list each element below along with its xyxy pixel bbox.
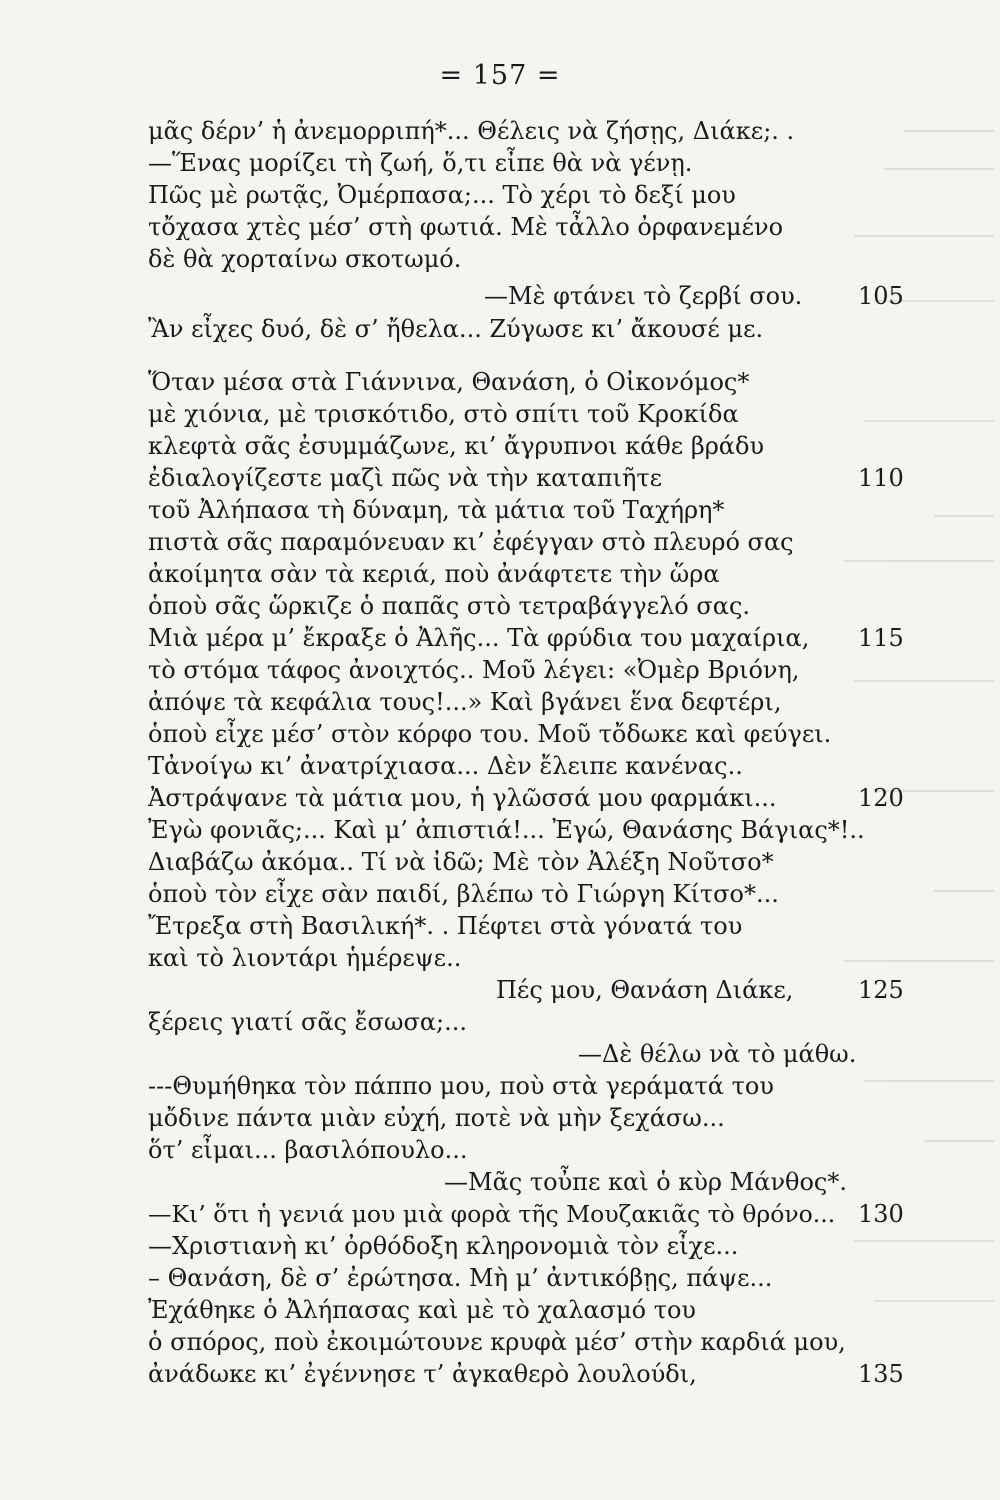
verse-line xyxy=(148,974,908,1006)
verse-line xyxy=(148,115,908,147)
verse-line xyxy=(148,280,908,312)
verse-text: Ἐχάθηκε ὁ Ἀλήπασας καὶ μὲ τὸ χαλασμό του xyxy=(148,1296,697,1324)
verse-line xyxy=(148,1230,908,1262)
verse-line xyxy=(148,1262,908,1294)
verse-text: ἐδιαλογίζεστε μαζὶ πῶς νὰ τὴν καταπιῆτε xyxy=(148,464,663,492)
verse-line xyxy=(148,526,908,558)
verse-line xyxy=(148,590,908,622)
verse-text: —Μᾶς τοὖπε καὶ ὁ κὺρ Μάνθος*. xyxy=(444,1168,847,1196)
verse-text: Πές μου, Θανάση Διάκε, xyxy=(496,976,794,1004)
verse-text: μὄδινε πάντα μιὰν εὐχή, ποτὲ νὰ μὴν ξεχάσω... xyxy=(148,1104,725,1132)
verse-text: ὁποὺ τὸν εἶχε σὰν παιδί, βλέπω τὸ Γιώργη Κίτσο*... xyxy=(148,880,779,908)
verse-text: τοῦ Ἀλήπασα τὴ δύναμη, τὰ μάτια τοῦ Ταχήρη* xyxy=(148,496,725,524)
verse-text: Διαβάζω ἀκόμα.. Τί νὰ ἰδῶ; Μὲ τὸν Ἀλέξη Νοῦτσο* xyxy=(148,848,774,876)
line-number: 135 xyxy=(858,1360,904,1388)
verse-line xyxy=(148,750,908,782)
verse-text: – Θανάση, δὲ σ’ ἐρώτησα. Μὴ μ’ ἀντικόβῃς, πάψε... xyxy=(148,1264,773,1292)
verse-line xyxy=(148,814,908,846)
verse-line xyxy=(148,1134,908,1166)
verse-text: κλεφτὰ σᾶς ἐσυμμάζωνε, κι’ ἄγρυπνοι κάθε βράδυ xyxy=(148,432,765,460)
verse-text: ξέρεις γιατί σᾶς ἔσωσα;... xyxy=(148,1008,468,1036)
verse-text: πιστὰ σᾶς παραμόνευαν κι’ ἐφέγγαν στὸ πλευρό σας xyxy=(148,528,794,556)
line-number: 115 xyxy=(858,624,904,652)
verse-text: Ἔτρεξα στὴ Βασιλική*. . Πέφτει στὰ γόνατά του xyxy=(148,912,743,940)
verse-line xyxy=(148,211,908,243)
verse-line xyxy=(148,654,908,686)
verse-text: —Μὲ φτάνει τὸ ζερβί σου. xyxy=(484,282,803,310)
verse-text: δὲ θὰ χορταίνω σκοτωμό. xyxy=(148,245,462,273)
verse-text: καὶ τὸ λιοντάρι ἡμέρεψε.. xyxy=(148,944,462,972)
verse-line xyxy=(148,622,908,654)
verse-line xyxy=(148,398,908,430)
verse-text: τὄχασα χτὲς μέσ’ στὴ φωτιά. Μὲ τἆλλο ὀρφανεμένο xyxy=(148,213,784,241)
verse-line xyxy=(148,1326,908,1358)
verse-text: —Κι’ ὅτι ἡ γενιά μου μιὰ φορὰ τῆς Μουζακιᾶς τὸ θρόνο... xyxy=(148,1200,836,1228)
verse-text: Ἀστράψανε τὰ μάτια μου, ἡ γλῶσσά μου φαρμάκι... xyxy=(148,784,777,812)
verse-line xyxy=(148,1358,908,1390)
verse-text: ---Θυμήθηκα τὸν πάππο μου, ποὺ στὰ γεράματά του xyxy=(148,1072,774,1100)
verse-text: —Ἕνας μορίζει τὴ ζωή, ὅ,τι εἶπε θὰ νὰ γένῃ. xyxy=(148,149,693,177)
verse-text: ὅτ’ εἶμαι... βασιλόπουλο... xyxy=(148,1136,468,1164)
verse-line xyxy=(148,179,908,211)
verse-text: —Χριστιανὴ κι’ ὀρθόδοξη κληρονομιὰ τὸν εἶχε... xyxy=(148,1232,739,1260)
verse-line xyxy=(148,243,908,275)
verse-line xyxy=(148,718,908,750)
verse-text: ἀνάδωκε κι’ ἐγέννησε τ’ ἀγκαθερὸ λουλούδι, xyxy=(148,1360,697,1388)
verse-line xyxy=(148,558,908,590)
verse-text: Ἂν εἶχες δυό, δὲ σ’ ἤθελα... Ζύγωσε κι’ ἄκουσέ με. xyxy=(148,315,764,343)
verse-text: Ὅταν μέσα στὰ Γιάννινα, Θανάση, ὁ Οἰκονόμος* xyxy=(148,368,750,396)
verse-text: ὁποὺ σᾶς ὥρκιζε ὁ παπᾶς στὸ τετραβάγγελό σας. xyxy=(148,592,751,620)
verse-text: —Δὲ θέλω νὰ τὸ μάθω. xyxy=(578,1040,857,1068)
page-number: = 157 = xyxy=(439,60,561,91)
verse-line xyxy=(148,1294,908,1326)
verse-line xyxy=(148,878,908,910)
verse-text: Τἀνοίγω κι’ ἀνατρίχιασα... Δὲν ἔλειπε κανένας.. xyxy=(148,752,743,780)
line-number: 130 xyxy=(858,1200,904,1228)
verse-line xyxy=(148,1038,908,1070)
verse-line xyxy=(148,147,908,179)
verse-line xyxy=(148,366,908,398)
verse-line xyxy=(148,462,908,494)
line-number: 110 xyxy=(858,464,904,492)
verse-text: μὲ χιόνια, μὲ τρισκότιδο, στὸ σπίτι τοῦ Κροκίδα xyxy=(148,400,739,428)
verse-line xyxy=(148,313,908,345)
verse-line xyxy=(148,1198,908,1230)
line-number: 105 xyxy=(858,282,904,310)
verse-text: Μιὰ μέρα μ’ ἔκραξε ὁ Ἀλῆς... Τὰ φρύδια του μαχαίρια, xyxy=(148,624,810,652)
verse-text: ἀκοίμητα σὰν τὰ κεριά, ποὺ ἀνάφτετε τὴν ὥρα xyxy=(148,560,720,588)
verse-line xyxy=(148,910,908,942)
verse-line xyxy=(148,1166,908,1198)
verse-line xyxy=(148,1102,908,1134)
verse-text: Ἐγὼ φονιᾶς;... Καὶ μ’ ἀπιστιά!... Ἐγώ, Θανάσης Βάγιας*!.. xyxy=(148,816,865,844)
verse-text: ἀπόψε τὰ κεφάλια τους!...» Καὶ βγάνει ἕνα δεφτέρι, xyxy=(148,688,782,716)
verse-line xyxy=(148,782,908,814)
line-number: 120 xyxy=(858,784,904,812)
verse-text: μᾶς δέρν’ ἡ ἀνεμορριπή*... Θέλεις νὰ ζήσῃς, Διάκε;. . xyxy=(148,117,795,145)
verse-line xyxy=(148,942,908,974)
verse-line xyxy=(148,494,908,526)
verse-text: τὸ στόμα τάφος ἀνοιχτός.. Μοῦ λέγει: «Ὀμὲρ Βριόνη, xyxy=(148,656,800,684)
verse-line xyxy=(148,1006,908,1038)
verse-text: ὁποὺ εἶχε μέσ’ στὸν κόρφο του. Μοῦ τὄδωκε καὶ φεύγει. xyxy=(148,720,832,748)
verse-line xyxy=(148,430,908,462)
verse-line xyxy=(148,1070,908,1102)
verse-line xyxy=(148,686,908,718)
verse-text: Πῶς μὲ ρωτᾷς, Ὀμέρπασα;... Τὸ χέρι τὸ δεξί μου xyxy=(148,181,736,209)
line-number: 125 xyxy=(858,976,904,1004)
verse-text: ὁ σπόρος, ποὺ ἐκοιμώτουνε κρυφὰ μέσ’ στὴν καρδιά μου, xyxy=(148,1328,846,1356)
verse-line xyxy=(148,846,908,878)
